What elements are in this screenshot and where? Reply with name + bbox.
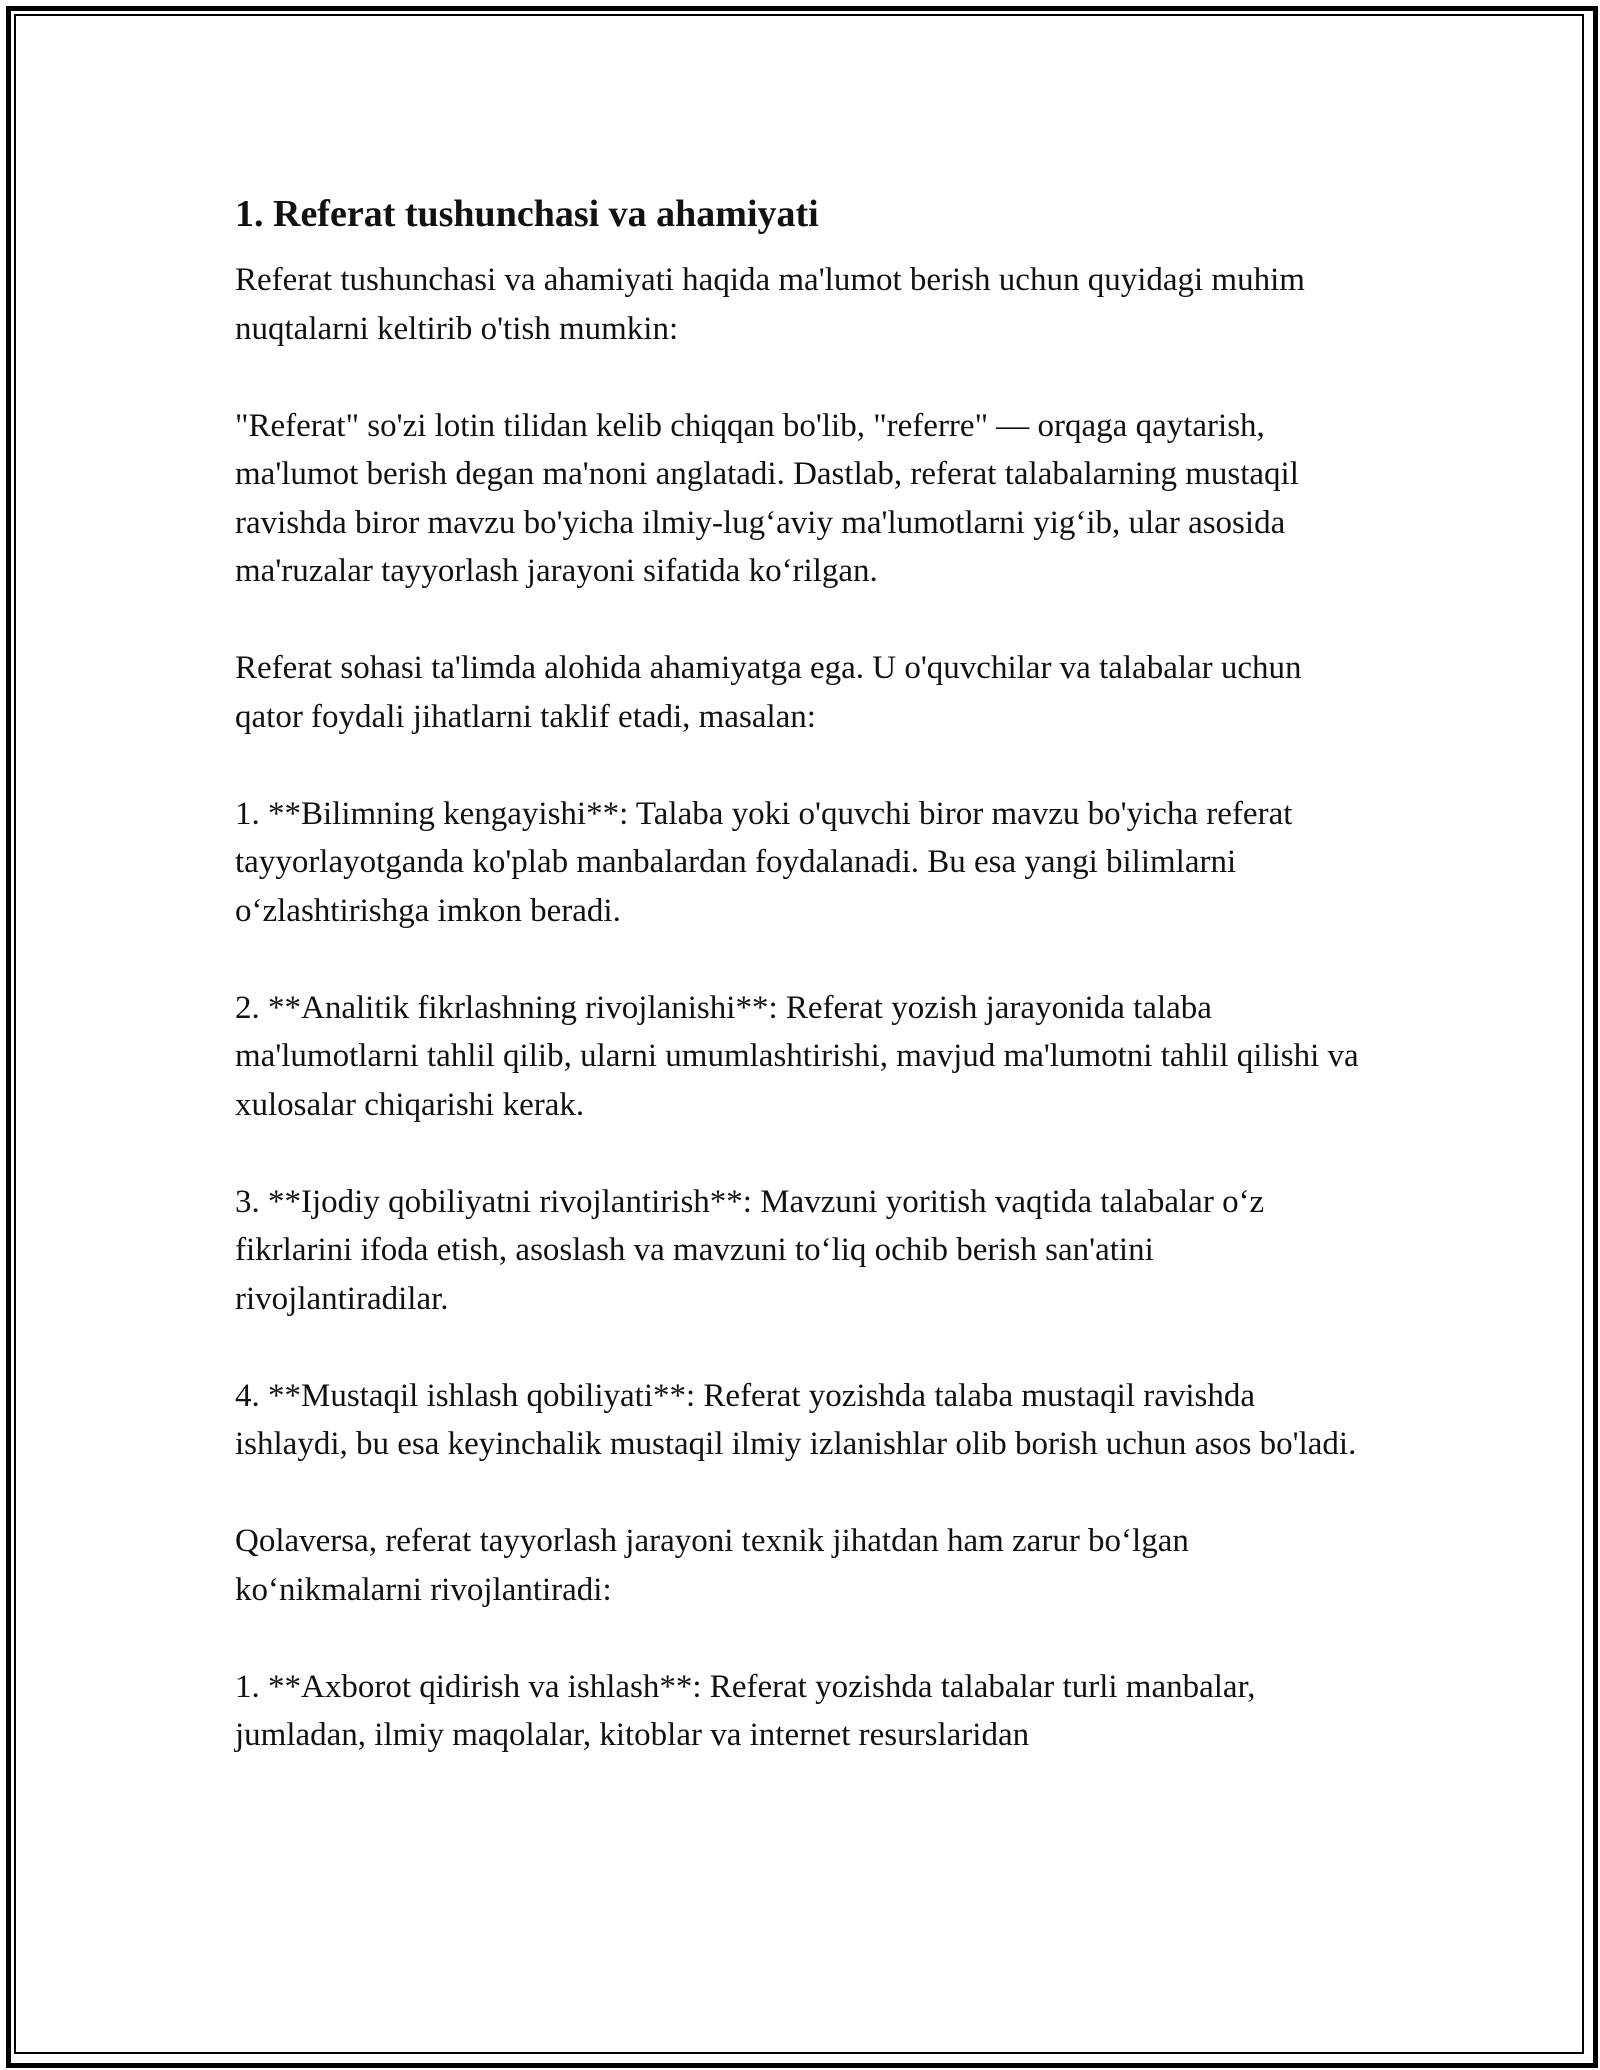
list-item-analytical: 2. **Analitik fikrlashning rivojlanishi**: Referat yozish jarayonida talaba ma'lumotlarni tahlil qilib, ularni umumlashtirishi, mavjud ma'lumotni tahlil qilishi va xulosalar chiqarishi kerak.: [235, 989, 1359, 1123]
list-item-independent: 4. **Mustaqil ishlash qobiliyati**: Referat yozishda talaba mustaqil ravishda ishlaydi, bu esa keyinchalik mustaqil ilmiy izlanishlar olib borish uchun asos bo'ladi.: [235, 1377, 1357, 1462]
paragraph-intro: Referat tushunchasi va ahamiyati haqida ma'lumot berish uchun quyidagi muhim nuqtalarni keltirib o'tish mumkin:: [235, 262, 1305, 347]
paragraph-importance: Referat sohasi ta'limda alohida ahamiyatga ega. U o'quvchilar va talabalar uchun qator foydali jihatlarni taklif etadi, masalan:: [235, 650, 1302, 735]
paragraph-technical-skills: Qolaversa, referat tayyorlash jarayoni texnik jihatdan ham zarur bo‘lgan ko‘nikmalarni rivojlantiradi:: [235, 1523, 1189, 1608]
document-body: [235, 186, 1365, 1760]
section-heading: 1. Referat tushunchasi va ahamiyati: [235, 193, 819, 235]
list-item-creative: 3. **Ijodiy qobiliyatni rivojlantirish**: Mavzuni yoritish vaqtida talabalar o‘z fikrlarini ifoda etish, asoslash va mavzuni to‘liq ochib berish san'atini rivojlantiradilar.: [235, 1183, 1265, 1317]
list-item-information-search: 1. **Axborot qidirish va ishlash**: Referat yozishda talabalar turli manbalar, jumladan, ilmiy maqolalar, kitoblar va internet resurslaridan: [235, 1668, 1256, 1753]
paragraph-etymology: "Referat" so'zi lotin tilidan kelib chiqqan bo'lib, "referre" — orqaga qaytarish, ma'lumot berish degan ma'noni anglatadi. Dastlab, referat talabalarning mustaqil ravishda biror mavzu bo'yicha ilmiy-lug‘aviy ma'lumotlarni yig‘ib, ular asosida ma'ruzalar tayyorlash jarayoni sifatida ko‘rilgan.: [235, 407, 1299, 589]
list-item-knowledge: 1. **Bilimning kengayishi**: Talaba yoki o'quvchi biror mavzu bo'yicha referat tayyorlayotganda ko'plab manbalardan foydalanadi. Bu esa yangi bilimlarni o‘zlashtirishga imkon beradi.: [235, 795, 1293, 929]
